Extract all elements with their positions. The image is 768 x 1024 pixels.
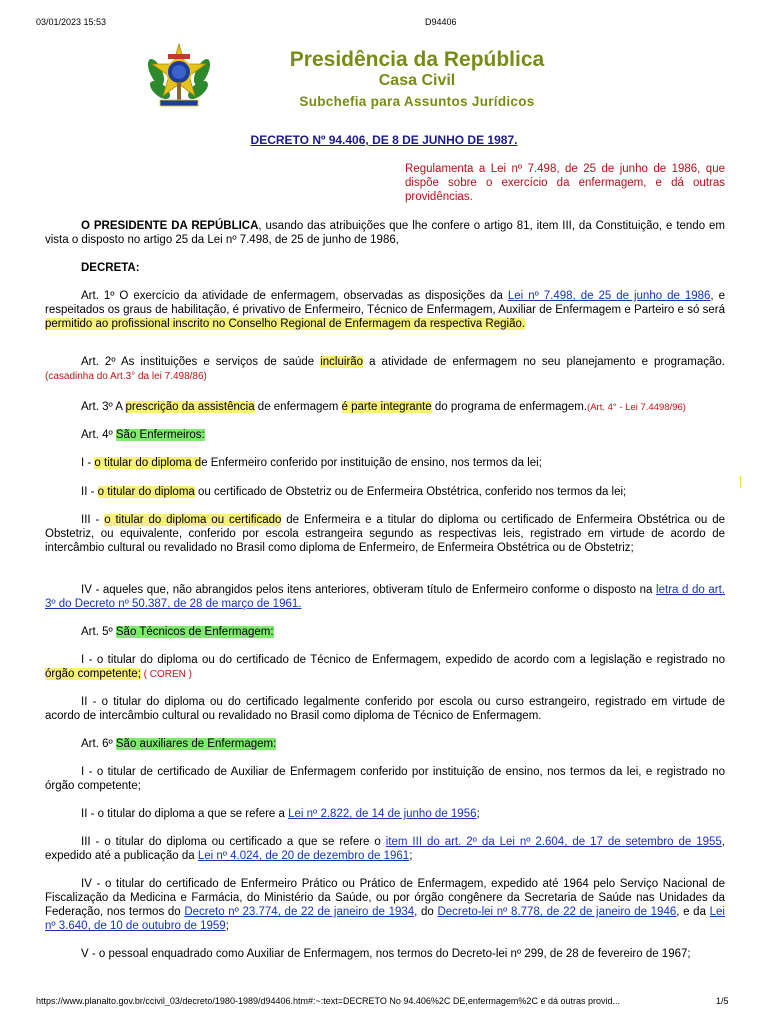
article-6-item-iv <box>45 877 725 933</box>
law-3640-link[interactable]: Lei nº 3.640, de 10 de outubro de 1959 <box>45 906 725 932</box>
article-4-item-i <box>45 456 725 470</box>
law-4024-link[interactable]: Lei nº 4.024, de 20 de dezembro de 1961 <box>197 850 410 862</box>
article-2 <box>45 355 725 384</box>
law-2604-link[interactable]: item III do art. 2º da Lei nº 2.604, de 17 de setembro de 1955 <box>385 836 722 848</box>
print-doc-title: D94406 <box>425 17 457 27</box>
art2-text: Art. 2º As instituições e serviços de saúde <box>81 356 321 368</box>
article-6-item-ii <box>45 807 725 821</box>
art6-highlight: São auxiliares de Enfermagem: <box>115 738 277 750</box>
article-4 <box>45 428 725 442</box>
art6-iv-text-3: , e da <box>676 906 710 918</box>
government-title: Presidência da República <box>289 48 545 71</box>
decree-23774-link[interactable]: Decreto nº 23.774, de 22 de janeiro de 1934 <box>184 906 415 918</box>
art4-iii-text: de Enfermeira e a titular do diploma ou certificado de Enfermeira Obstétrica ou de Obstetriz, ou equivalente, conferido por escola estrangeira segundo as respectivas leis, registrado em virtude de acordo de intercâmbio cultural ou revalidado no Brasil como diploma de Enfermeiro, de Enfermeira Obstétrica ou de Obstetriz; <box>45 514 725 554</box>
art4-iv-text: IV - aqueles que, não abrangidos pelos itens anteriores, obtiveram título de Enfermeiro conforme o disposto na <box>81 584 657 596</box>
art1-highlight: permitido ao profissional inscrito no Conselho Regional de Enfermagem da respectiva Região. <box>45 318 526 330</box>
preamble-text: , usando das atribuições que lhe confere o artigo 81, item III, da Constituição, e tendo em vista o disposto no artigo 25 da Lei nº 7.498, de 25 de junho de 1986, <box>45 220 725 246</box>
decreta-heading <box>45 261 725 275</box>
art5-highlight: São Técnicos de Enfermagem: <box>115 626 274 638</box>
decree-law-8778-link[interactable]: Decreto-lei nº 8.778, de 22 de janeiro de 1946 <box>437 906 677 918</box>
art3-text-2: de enfermagem <box>254 401 342 413</box>
article-1 <box>45 289 725 331</box>
article-6-item-iii <box>45 835 725 863</box>
art6-v-text: V - o pessoal enquadrado como Auxiliar de Enfermagem, nos termos do Decreto-lei nº 299, de 28 de fevereiro de 1967; <box>81 948 691 960</box>
article-4-item-ii <box>45 485 725 499</box>
print-footer-url: https://www.planalto.gov.br/ccivil_03/decreto/1980-1989/d94406.htm#:~:text=DECRETO No 94.406%2C DE,enfermagem%2C e dá outras provid... <box>36 996 620 1006</box>
art6-iii-text-2: , expedido até a publicação da <box>45 836 725 862</box>
art4-i-num: I - <box>81 457 95 469</box>
law-2822-link[interactable]: Lei nº 2.822, de 14 de junho de 1956 <box>288 808 477 820</box>
article-5 <box>45 625 725 639</box>
art2-highlight: incluirão <box>320 356 364 368</box>
art6-iv-text: IV - o titular do certificado de Enfermeiro Prático ou Prático de Enfermagem, expedido até 1964 pelo Serviço Nacional de Fiscalização da Medicina e Farmácia, do Ministério da Saúde, ou por órgão congênere da Secretaria de Saúde nas Unidades da Federação, nos termos do <box>45 878 725 918</box>
art4-text: Art. 4º <box>81 429 116 441</box>
art4-ii-num: II - <box>81 486 98 498</box>
art3-text: Art. 3º A <box>81 401 126 413</box>
print-footer-page: 1/5 <box>716 996 729 1006</box>
article-6 <box>45 737 725 751</box>
art3-highlight-2: é parte integrante <box>341 401 432 413</box>
decree-title <box>0 133 768 147</box>
art6-iv-end: ; <box>225 920 229 932</box>
art6-iv-text-2: , do <box>414 906 438 918</box>
article-6-item-v <box>45 947 725 961</box>
art6-text: Art. 6º <box>81 738 116 750</box>
art4-i-highlight: o titular do diploma d <box>94 457 202 469</box>
art4-ii-highlight: o titular do diploma <box>97 486 195 498</box>
highlight-mark <box>740 476 741 488</box>
art5-ii-text: II - o titular do diploma ou do certificado legalmente conferido por escola ou curso estrangeiro, registrado em virtude de acordo de intercâmbio cultural ou revalidado no Brasil como diploma de Técnico de Enfermagem. <box>45 696 725 722</box>
preamble-bold: O PRESIDENTE DA REPÚBLICA <box>81 220 259 232</box>
art4-i-text: e Enfermeiro conferido por instituição de ensino, nos termos da lei; <box>201 457 542 469</box>
decree-50387-link[interactable]: letra d do art. 3º do Decreto nº 50.387, de 28 de março de 1961. <box>45 584 725 610</box>
art6-iii-end: ; <box>409 850 413 862</box>
art6-i-text: I - o titular de certificado de Auxiliar de Enfermagem conferido por instituição de ensino, nos termos da lei, e registrado no órgão competente; <box>45 766 725 792</box>
art2-text-2: a atividade de enfermagem no seu planejamento e programação. <box>363 356 725 368</box>
decree-summary: Regulamenta a Lei nº 7.498, de 25 de junho de 1986, que dispõe sobre o exercício da enfermagem, e dá outras providências. <box>405 163 725 203</box>
art4-highlight: São Enfermeiros: <box>115 429 205 441</box>
art5-i-highlight: órgão competente; <box>45 668 141 680</box>
art6-ii-end: ; <box>476 808 480 820</box>
government-department: Subchefia para Assuntos Jurídicos <box>299 94 535 109</box>
art4-iii-highlight: o titular do diploma ou certificado <box>104 514 282 526</box>
art2-annotation: (casadinha do Art.3° da lei 7.498/86) <box>45 371 207 382</box>
art5-text: Art. 5º <box>81 626 116 638</box>
art1-text-2: , e respeitados os graus de habilitação, é privativo de Enfermeiro, Técnico de Enfermagem, Auxiliar de Enfermagem e Parteiro e só será <box>45 290 725 316</box>
art5-i-text: I - o titular do diploma ou do certificado de Técnico de Enfermagem, expedido de acordo com a legislação e registrado no <box>81 654 725 666</box>
art3-highlight-1: prescrição da assistência <box>125 401 255 413</box>
art5-i-annotation: ( COREN ) <box>140 669 193 680</box>
art6-ii-text: II - o titular do diploma a que se refere a <box>81 808 289 820</box>
art4-iii-num: III - <box>81 514 105 526</box>
art1-text: Art. 1º O exercício da atividade de enfermagem, observadas as disposições da <box>81 290 508 302</box>
art4-ii-text: ou certificado de Obstetriz ou de Enfermeira Obstétrica, conferido nos termos da lei; <box>194 486 627 498</box>
art3-annotation: (Art. 4° - Lei 7.4498/96) <box>587 402 686 413</box>
decree-title-link[interactable]: DECRETO Nº 94.406, DE 8 DE JUNHO DE 1987. <box>250 133 518 147</box>
coat-of-arms-icon <box>146 42 212 112</box>
article-6-item-i <box>45 765 725 793</box>
decreta-label: DECRETA: <box>81 262 140 274</box>
article-4-item-iii <box>45 513 725 555</box>
law-7498-link[interactable]: Lei nº 7.498, de 25 de junho de 1986 <box>507 290 711 302</box>
article-5-item-ii <box>45 695 725 723</box>
preamble <box>45 219 725 247</box>
art6-iii-text: III - o titular do diploma ou certificado a que se refere o <box>81 836 386 848</box>
art3-text-3: do programa de enfermagem. <box>431 401 588 413</box>
print-date: 03/01/2023 15:53 <box>36 17 107 27</box>
article-3 <box>45 400 725 415</box>
article-5-item-i <box>45 653 725 682</box>
article-4-item-iv <box>45 583 725 611</box>
government-subtitle: Casa Civil <box>378 72 456 89</box>
